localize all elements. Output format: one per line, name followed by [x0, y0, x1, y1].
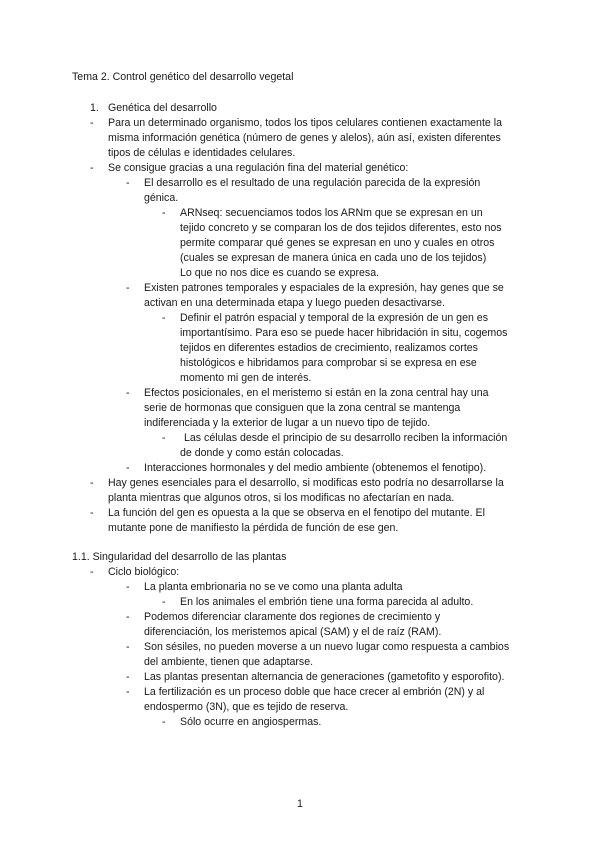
list-item-line: activan en una determinada etapa y luego pueden desactivarse. [144, 297, 445, 309]
paragraph-line: Se consigue gracias a una regulación fina del material genético: [108, 162, 409, 174]
bullet-dash: - [162, 312, 166, 324]
list-item-line: histológicos e hibridamos para comprobar si se expresa en ese [180, 357, 477, 369]
bullet-dash: - [162, 716, 166, 728]
list-item-line: Interacciones hormonales y del medio ambiente (obtenemos el fenotipo). [144, 462, 487, 474]
bullet-dash: - [126, 686, 130, 698]
page-title: Tema 2. Control genético del desarrollo vegetal [72, 71, 294, 83]
list-item-line: del ambiente, tienen que adaptarse. [144, 656, 314, 668]
list-item-line: génica. [144, 192, 179, 204]
bullet-dash: - [126, 387, 130, 399]
bullet-dash: - [162, 432, 166, 444]
section-heading: Genética del desarrollo [108, 102, 217, 114]
bullet-dash: - [126, 462, 130, 474]
paragraph-line: mutante pone de manifiesto la pérdida de función de ese gen. [108, 522, 399, 534]
paragraph-line: misma información genética (número de genes y alelos), aún así, existen diferentes [108, 132, 501, 144]
list-item-line: Definir el patrón espacial y temporal de la expresión de un gen es [180, 312, 488, 324]
list-item-line: permite comparar qué genes se expresan en uno y cuales en otros [180, 237, 495, 249]
list-item-line: Son sésiles, no pueden moverse a un nuevo lugar como respuesta a cambios [144, 641, 510, 653]
bullet-dash: - [162, 207, 166, 219]
bullet-dash: - [126, 581, 130, 593]
bullet-dash: - [126, 611, 130, 623]
subsection-heading: 1.1. Singularidad del desarrollo de las plantas [72, 551, 287, 563]
list-item-line: importantísimo. Para eso se puede hacer hibridación in situ, cogemos [180, 327, 508, 339]
paragraph-line: Para un determinado organismo, todos los tipos celulares contienen exactamente la [108, 117, 502, 129]
list-item-line: indiferenciada y la exterior de lugar a un nuevo tipo de tejido. [144, 417, 431, 429]
list-item-line: La planta embrionaria no se ve como una planta adulta [144, 581, 403, 593]
list-item-line: tejidos en diferentes estadios de crecimiento, realizamos cortes [180, 342, 478, 354]
list-item-line: momento mi gen de interés. [180, 372, 312, 384]
list-item-line: Efectos posicionales, en el meristemo si están en la zona central hay una [144, 387, 489, 399]
bullet-dash: - [126, 177, 130, 189]
list-item-line: ARNseq: secuenciamos todos los ARNm que se expresan en un [180, 207, 483, 219]
list-item-line: Existen patrones temporales y espaciales de la expresión, hay genes que se [144, 282, 504, 294]
list-item-line: (cuales se expresan de manera única en cada uno de los tejidos) [180, 252, 487, 264]
list-item-line: Podemos diferenciar claramente dos regiones de crecimiento y [144, 611, 441, 623]
paragraph-line: La función del gen es opuesta a la que se observa en el fenotipo del mutante. El [108, 507, 485, 519]
paragraph-line: tipos de células e identidades celulares. [108, 147, 296, 159]
bullet-dash: - [90, 477, 94, 489]
paragraph-line: Ciclo biológico: [108, 566, 180, 578]
list-item-line: serie de hormonas que consiguen que la zona central se mantenga [144, 402, 461, 414]
bullet-dash: - [126, 671, 130, 683]
list-item-line: endospermo (3N), que es tejido de reserva. [144, 701, 349, 713]
bullet-dash: - [126, 282, 130, 294]
bullet-dash: - [90, 507, 94, 519]
list-item-line: El desarrollo es el resultado de una regulación parecida de la expresión [144, 177, 481, 189]
page-number: 1 [297, 798, 303, 810]
list-item-line: tejido concreto y se comparan los de dos tejidos diferentes, esto nos [180, 222, 502, 234]
list-item-line: Sólo ocurre en angiospermas. [180, 716, 322, 728]
bullet-dash: - [90, 117, 94, 129]
list-item-line: Las células desde el principio de su desarrollo reciben la información [184, 432, 508, 444]
paragraph-line: Hay genes esenciales para el desarrollo, si modificas esto podría no desarrollarse la [108, 477, 504, 489]
list-item-line: En los animales el embrión tiene una forma parecida al adulto. [180, 596, 474, 608]
list-item-line: de donde y como están colocadas. [180, 447, 344, 459]
paragraph-line: planta mientras que algunos otros, si los modificas no afectarían en nada. [108, 492, 455, 504]
bullet-dash: - [90, 162, 94, 174]
list-item-line: Lo que no nos dice es cuando se expresa. [180, 267, 380, 279]
bullet-dash: - [162, 596, 166, 608]
list-item-line: diferenciación, los meristemos apical (SAM) y el de raíz (RAM). [144, 626, 442, 638]
list-item-line: La fertilización es un proceso doble que hace crecer al embrión (2N) y al [144, 686, 485, 698]
section-number: 1. [90, 102, 99, 114]
bullet-dash: - [126, 641, 130, 653]
list-item-line: Las plantas presentan alternancia de generaciones (gametofito y esporofito). [144, 671, 505, 683]
bullet-dash: - [90, 566, 94, 578]
